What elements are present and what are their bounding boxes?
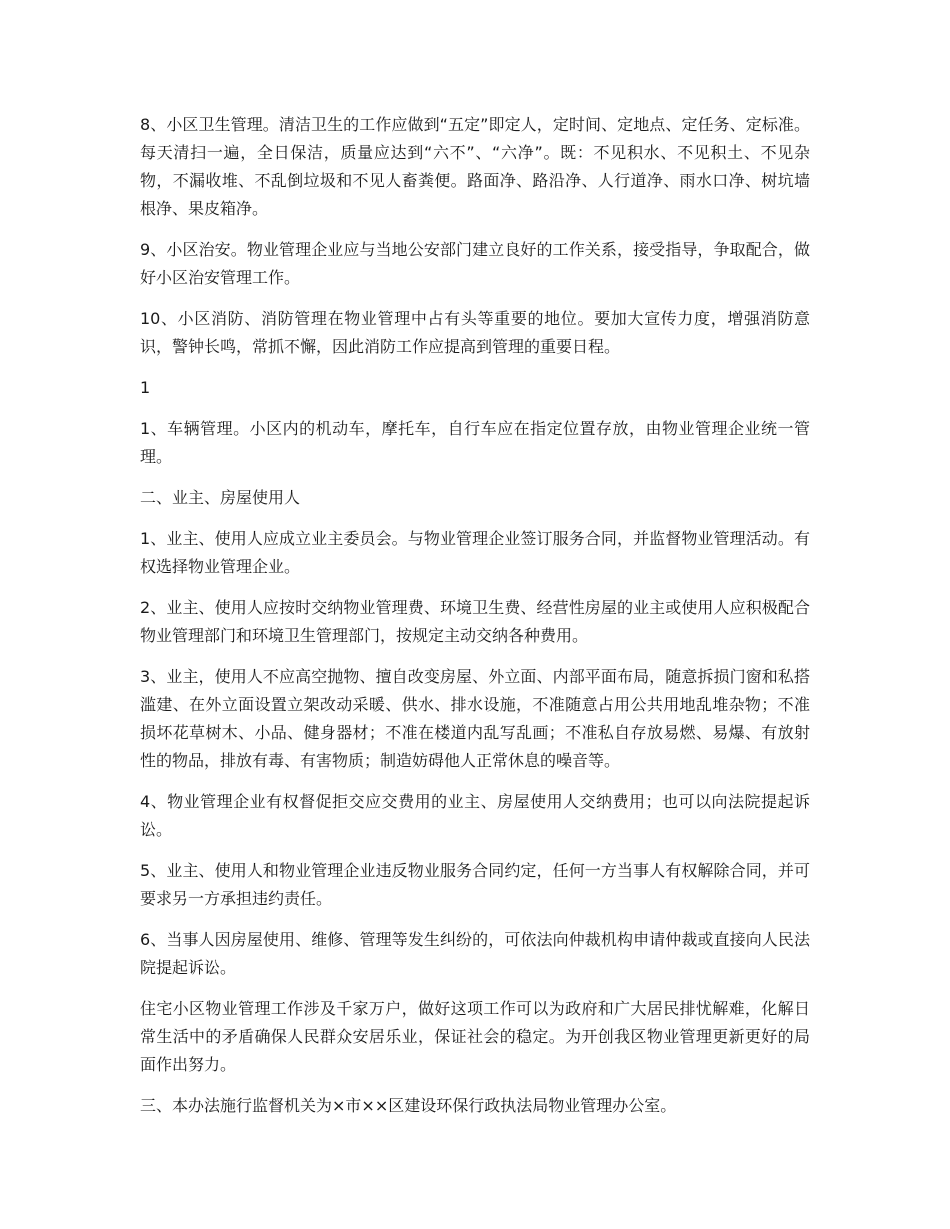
paragraph-enforcement: 4、物业管理企业有权督促拒交应交费用的业主、房屋使用人交纳费用；也可以向法院提起诉讼。 bbox=[140, 792, 810, 839]
paragraph-contract-breach: 5、业主、使用人和物业管理企业违反物业服务合同约定，任何一方当事人有权解除合同，并可要求另一方承担违约责任。 bbox=[140, 861, 810, 908]
paragraph-fire-safety: 10、小区消防、消防管理在物业管理中占有头等重要的地位。要加大宣传力度，增强消防意识，警钟长鸣，常抓不懈，因此消防工作应提高到管理的重要日程。 bbox=[140, 309, 810, 356]
paragraph-prohibitions: 3、业主，使用人不应高空抛物、擅自改变房屋、外立面、内部平面布局，随意拆损门窗和私搭滥建、在外立面设置立架改动采暖、供水、排水设施，不准随意占用公共用地乱堆杂物；不准损坏花草树木、小品、健身器材；不准在楼道内乱写乱画；不准私自存放易燃、易爆、有放射性的物品，排放有毒、有害物质；制造妨碍他人正常休息的噪音等。 bbox=[140, 667, 810, 770]
paragraph-vehicles: 1、车辆管理。小区内的机动车，摩托车，自行车应在指定位置存放，由物业管理企业统一管理。 bbox=[140, 419, 810, 466]
paragraph-fees: 2、业主、使用人应按时交纳物业管理费、环境卫生费、经营性房屋的业主或使用人应积极配合物业管理部门和环境卫生管理部门，按规定主动交纳各种费用。 bbox=[140, 598, 810, 645]
document-body bbox=[140, 111, 810, 1133]
section-heading-owners: 二、业主、房屋使用人 bbox=[140, 488, 301, 507]
paragraph-security: 9、小区治安。物业管理企业应与当地公安部门建立良好的工作关系，接受指导，争取配合，做好小区治安管理工作。 bbox=[140, 240, 810, 287]
page-number: 1 bbox=[140, 378, 151, 397]
paragraph-owners-committee: 1、业主、使用人应成立业主委员会。与物业管理企业签订服务合同，并监督物业管理活动。有权选择物业管理企业。 bbox=[140, 529, 810, 576]
paragraph-disputes: 6、当事人因房屋使用、维修、管理等发生纠纷的，可依法向仲裁机构申请仲裁或直接向人民法院提起诉讼。 bbox=[140, 930, 810, 977]
section-heading-supervision: 三、本办法施行监督机关为×市××区建设环保行政执法局物业管理办公室。 bbox=[140, 1096, 677, 1115]
paragraph-sanitation: 8、小区卫生管理。清洁卫生的工作应做到“五定”即定人，定时间、定地点、定任务、定标准。每天清扫一遍，全日保洁，质量应达到“六不”、“六净”。既：不见积水、不见积土、不见杂物，不漏收堆、不乱倒垃圾和不见人畜粪便。路面净、路沿净、人行道净、雨水口净、树坑墙根净、果皮箱净。 bbox=[140, 115, 810, 218]
paragraph-summary: 住宅小区物业管理工作涉及千家万户，做好这项工作可以为政府和广大居民排忧解难，化解日常生活中的矛盾确保人民群众安居乐业，保证社会的稳定。为开创我区物业管理更新更好的局面作出努力。 bbox=[140, 999, 810, 1074]
